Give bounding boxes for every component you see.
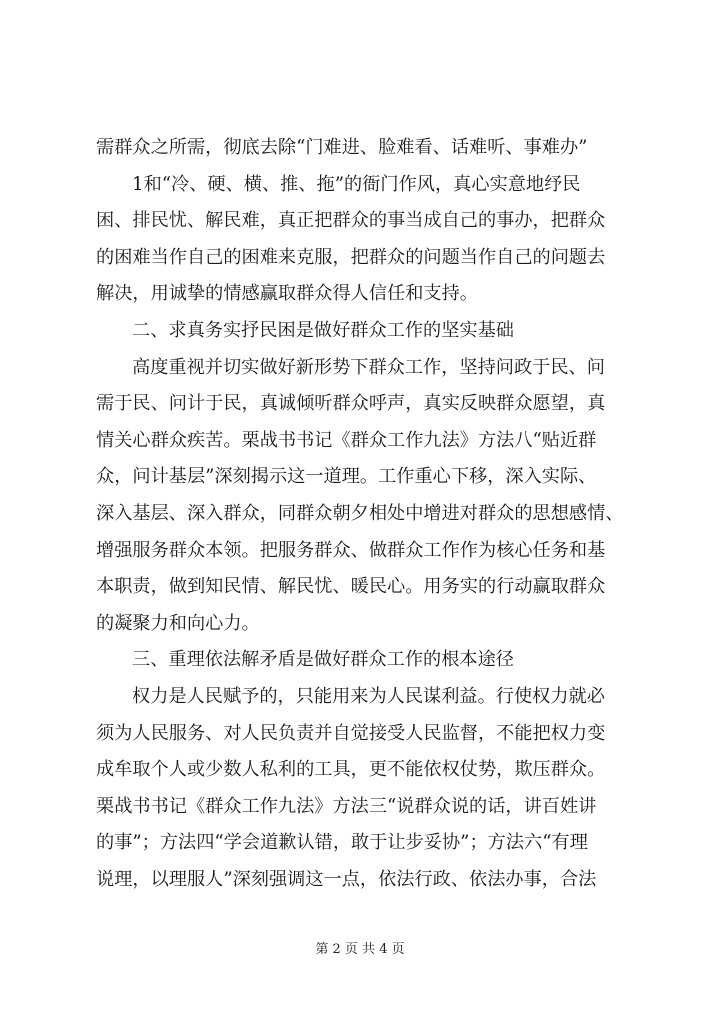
text-line: 1和“冷、硬、横、推、拖”的衙门作风，真心实意地纾民: [132, 173, 581, 195]
page-number: 第 2 页 共 4 页: [315, 942, 405, 957]
text-line: 说理，以理服人”深刻强调这一点，依法行政、依法办事，合法: [96, 868, 597, 890]
text-line: 须为人民服务、对人民负责并自觉接受人民监督，不能把权力变: [96, 722, 606, 744]
text-line: 栗战书书记《群众工作九法》方法三“说群众说的话，讲百姓讲: [96, 795, 597, 817]
text-line: 增强服务群众本领。把服务群众、做群众工作作为核心任务和基: [96, 539, 606, 561]
text-line: 成牟取个人或少数人私利的工具，更不能依权仗势，欺压群众。: [96, 759, 606, 781]
text-line: 深入基层、深入群众，同群众朝夕相处中增进对群众的思想感情、: [96, 502, 624, 524]
document-body: [96, 130, 656, 898]
text-line: 权力是人民赋予的，只能用来为人民谋利益。行使权力就必: [132, 685, 605, 707]
text-line: 的事”；方法四“学会道歉认错，敢于让步妥协”；方法六“有理: [96, 832, 588, 854]
section-heading-2: 二、求真务实抒民困是做好群众工作的坚实基础: [132, 319, 514, 341]
text-line: 的凝聚力和向心力。: [96, 612, 260, 634]
text-line: 本职责，做到知民情、解民忧、暖民心。用务实的行动赢取群众: [96, 576, 606, 598]
text-line: 解决，用诚挚的情感赢取群众得人信任和支持。: [96, 283, 478, 305]
text-line: 需群众之所需，彻底去除“门难进、脸难看、话难听、事难办”: [96, 137, 588, 158]
text-line: 的困难当作自己的困难来克服，把群众的问题当作自己的问题去: [96, 246, 606, 268]
text-line: 高度重视并切实做好新形势下群众工作，坚持问政于民、问: [132, 356, 605, 378]
text-line: 需于民、问计于民，真诚倾听群众呼声，真实反映群众愿望，真: [96, 393, 606, 415]
text-line: 众，问计基层”深刻揭示这一道理。工作重心下移，深入实际、: [96, 466, 597, 488]
section-heading-3: 三、重理依法解矛盾是做好群众工作的根本途径: [132, 649, 514, 671]
text-line: 困、排民忧、解民难，真正把群众的事当成自己的事办，把群众: [96, 210, 606, 232]
text-line: 情关心群众疾苦。栗战书书记《群众工作九法》方法八“贴近群: [96, 429, 597, 451]
